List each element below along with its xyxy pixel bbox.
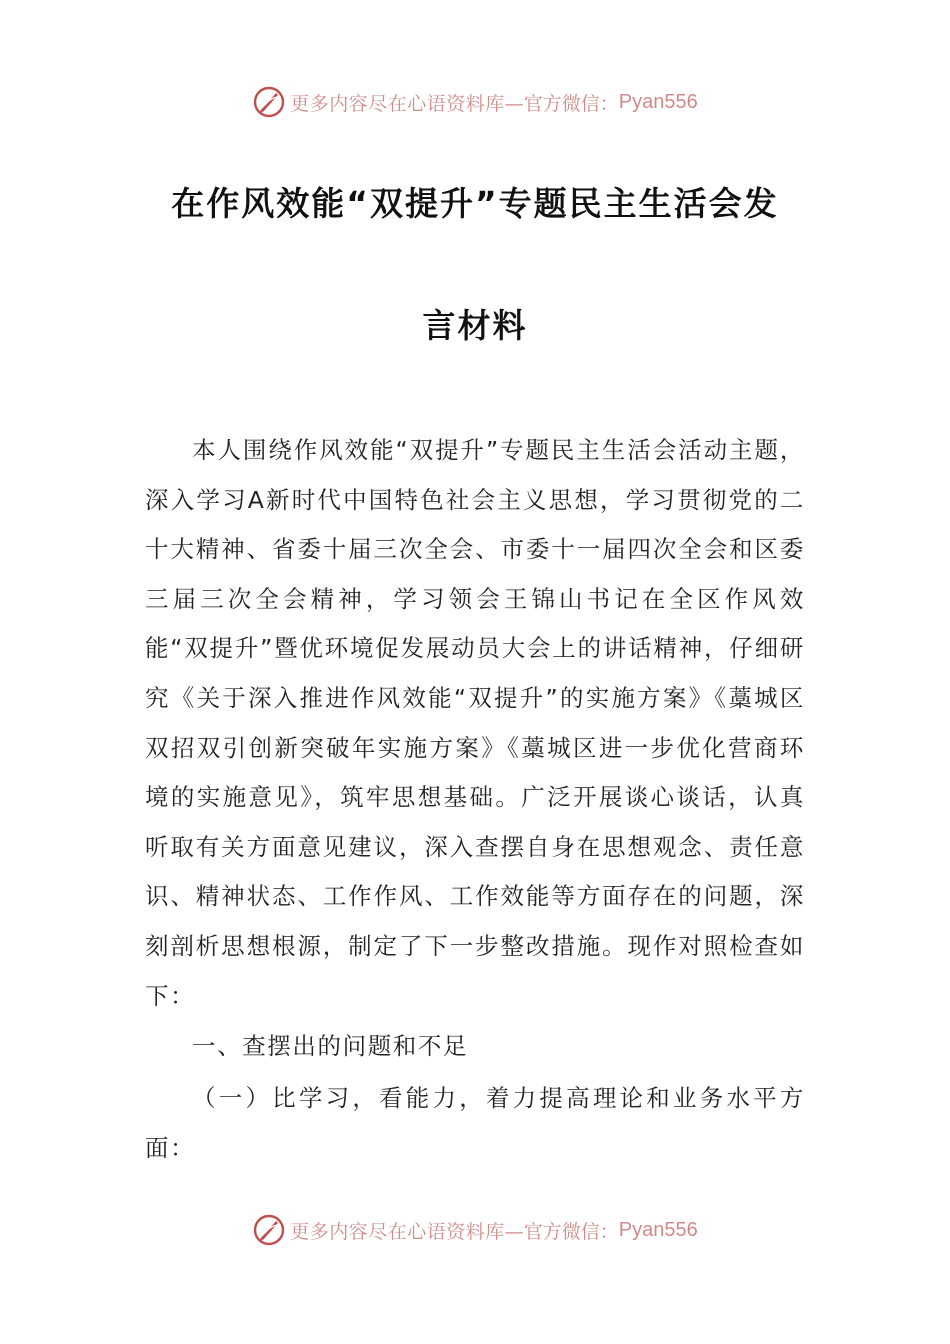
document-title-line-1: 在作风效能“双提升”专题民主生活会发: [171, 184, 779, 223]
subsection-heading: （一）比学习，看能力，着力提高理论和业务水平方面：: [145, 1084, 805, 1162]
watermark-separator: —官方微信：: [504, 1220, 619, 1243]
watermark-footer: [0, 1210, 950, 1250]
quill-logo-icon: [252, 85, 286, 119]
section-heading: 一、查摆出的问题和不足: [192, 1032, 469, 1060]
watermark-text: 更多内容尽在心语资料库: [290, 1220, 505, 1243]
intro-paragraph: 本人围绕作风效能“双提升”专题民主生活会活动主题，深入学习A新时代中国特色社会主义思想，学习贯彻党的二十大精神、省委十届三次全会、市委十一届四次全会和区委三届三次全会精神，学习领会王锦山书记在全区作风效能“双提升”暨优环境促发展动员大会上的讲话精神，仔细研究《关于深入推进作风效能“双提升”的实施方案》《藁城区双招双引创新突破年实施方案》《藁城区进一步优化营商环境的实施意见》，筑牢思想基础。广泛开展谈心谈话，认真听取有关方面意见建议，深入查摆自身在思想观念、责任意识、精神状态、工作作风、工作效能等方面存在的问题，深刻剖析思想根源，制定了下一步整改措施。现作对照检查如下：: [145, 436, 805, 1010]
watermark-wechat-id: Pyan556: [618, 1218, 698, 1241]
watermark-separator: —官方微信：: [504, 92, 619, 115]
watermark-header: [0, 82, 950, 122]
document-title-line-2: 言材料: [422, 306, 528, 345]
quill-logo-icon: [252, 1213, 286, 1247]
watermark-wechat-id: Pyan556: [618, 90, 698, 113]
watermark-text: 更多内容尽在心语资料库: [290, 92, 505, 115]
